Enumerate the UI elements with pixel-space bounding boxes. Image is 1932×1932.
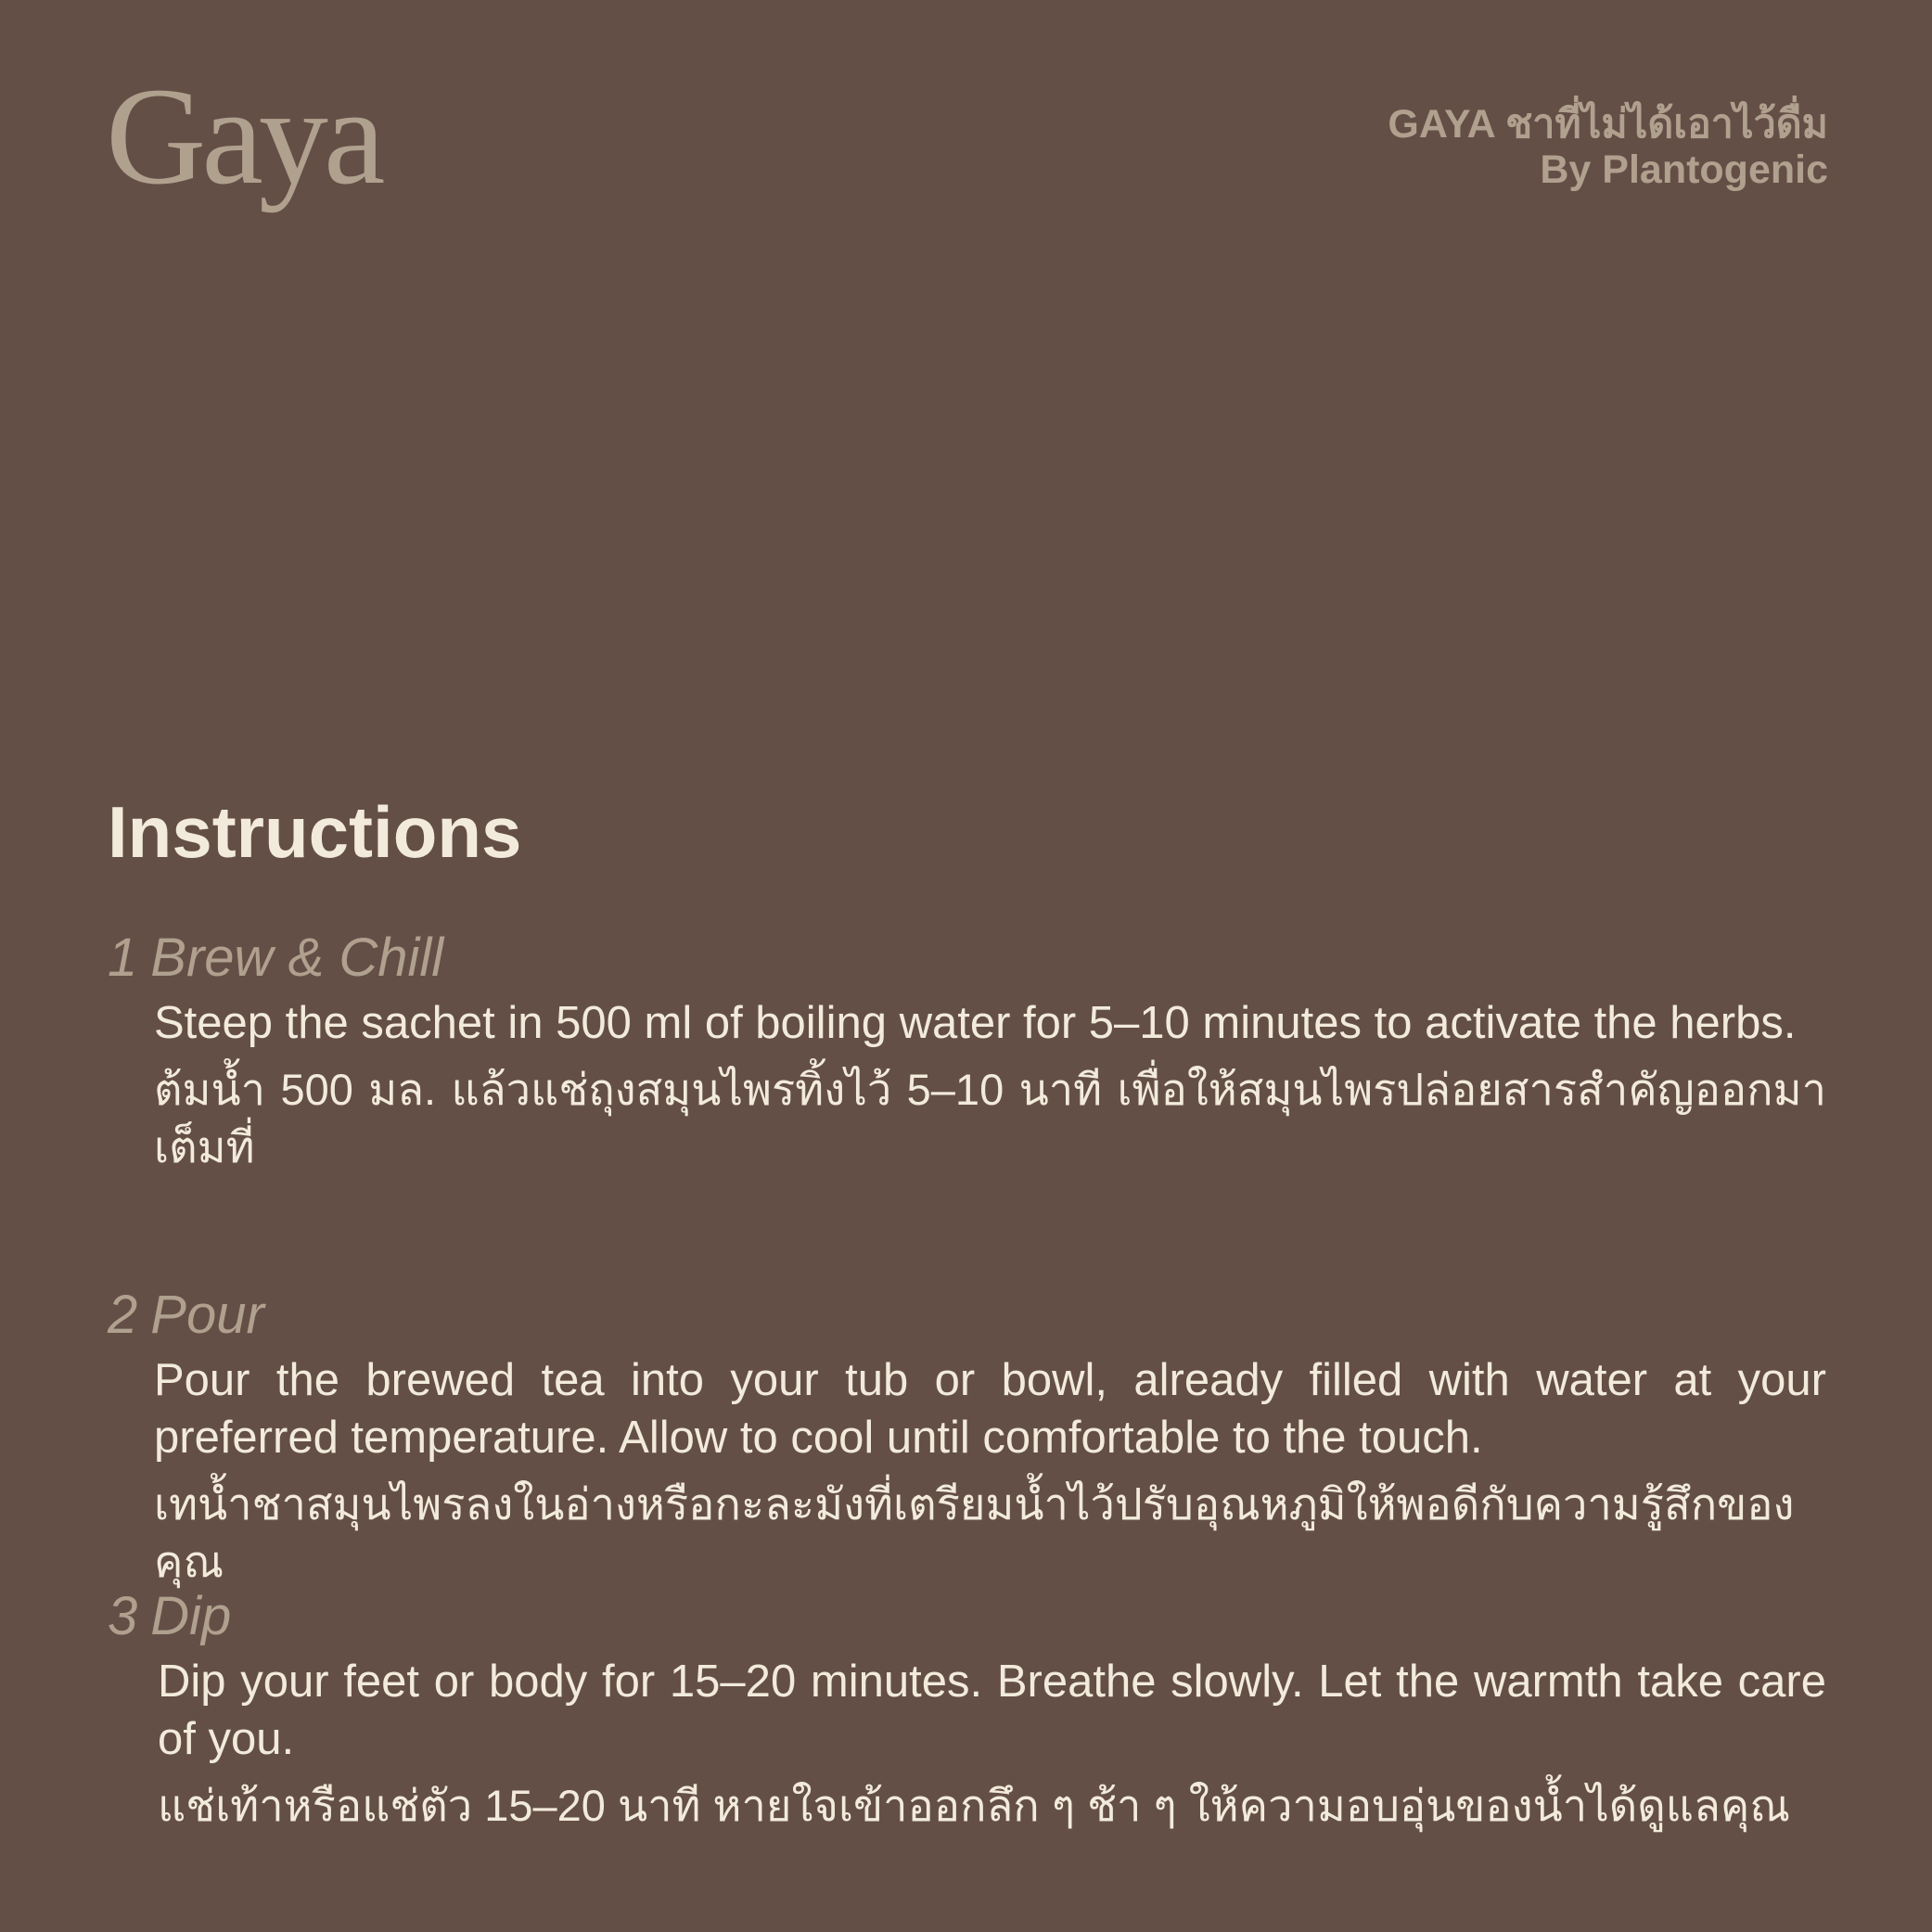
step-number: 2 <box>108 1285 138 1345</box>
step-text-thai: เทน้ำชาสมุนไพรลงในอ่างหรือกะละมังที่เตรียมน้ำไว้ปรับอุณหภูมิให้พอดีกับความรู้สึกของคุณ <box>154 1479 1795 1586</box>
step-body <box>108 994 1826 1176</box>
instruction-step-3 <box>108 1586 1826 1835</box>
brand-logo: Gaya <box>106 59 381 213</box>
instruction-step-2 <box>108 1285 1826 1591</box>
brand-tagline <box>1388 102 1828 193</box>
tagline-line-1: GAYA ชาที่ไม่ได้เอาไว้ดื่ม <box>1388 102 1828 147</box>
tagline-line-2: By Plantogenic <box>1540 147 1828 192</box>
step-heading <box>108 928 1826 989</box>
instruction-step-1 <box>108 928 1826 1176</box>
step-body <box>108 1653 1826 1835</box>
step-text-thai: แช่เท้าหรือแช่ตัว 15–20 นาที หายใจเข้าออกลึก ๆ ช้า ๆ ให้ความอบอุ่นของน้ำได้ดูแลคุณ <box>158 1781 1790 1830</box>
step-title: Brew & Chill <box>150 928 444 988</box>
step-heading <box>108 1586 1826 1647</box>
step-body <box>108 1351 1826 1591</box>
step-text-english: Pour the brewed tea into your tub or bowl, already filled with water at your preferred temperature. Allow to cool until comfortable to the touch. <box>154 1355 1826 1463</box>
step-text-english: Dip your feet or body for 15–20 minutes. Breathe slowly. Let the warmth take care of you. <box>158 1657 1826 1764</box>
step-title: Pour <box>150 1285 264 1345</box>
step-number: 1 <box>108 928 138 988</box>
instructions-title: Instructions <box>108 791 522 873</box>
step-heading <box>108 1285 1826 1346</box>
step-title: Dip <box>150 1586 232 1646</box>
step-number: 3 <box>108 1586 138 1646</box>
step-text-english: Steep the sachet in 500 ml of boiling water for 5–10 minutes to activate the herbs. <box>154 998 1797 1048</box>
step-text-thai: ต้มน้ำ 500 มล. แล้วแช่ถุงสมุนไพรทิ้งไว้ 5–10 นาที เพื่อให้สมุนไพรปล่อยสารสำคัญออกมาเต็มที่ <box>154 1065 1826 1171</box>
